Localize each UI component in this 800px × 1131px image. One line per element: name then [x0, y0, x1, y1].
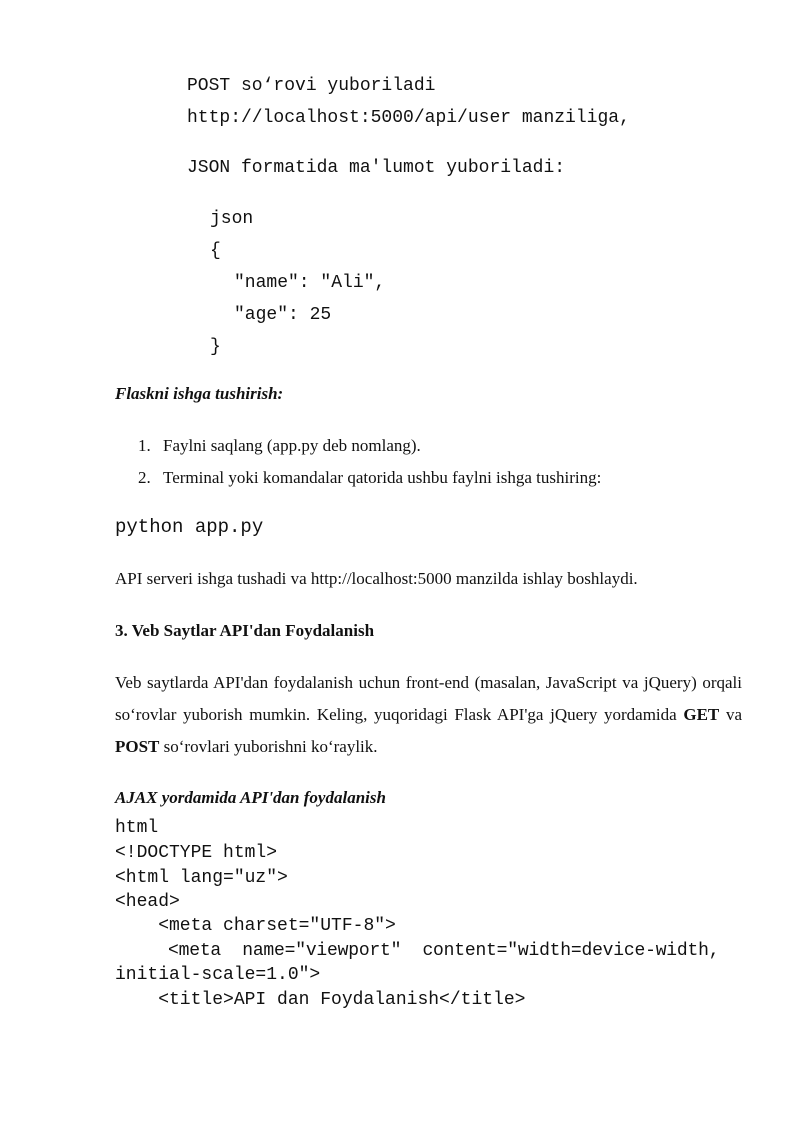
list-item-text: Faylni saqlang (app.py deb nomlang). [163, 436, 421, 455]
server-start-text: API serveri ishga tushadi va http://localhost:5000 manzilda ishlay boshlaydi. [115, 569, 638, 588]
list-item-text: Terminal yoki komandalar qatorida ushbu faylni ishga tushiring: [163, 468, 602, 487]
paragraph-text: va [719, 705, 743, 724]
code-line: <html lang="uz"> [115, 868, 288, 888]
code-line: <head> [115, 892, 180, 912]
code-line: initial-scale=1.0"> [115, 965, 321, 985]
code-line: html [115, 818, 159, 838]
paragraph-post-bold: POST [115, 737, 160, 756]
code-line-url: http://localhost:5000/api/user manziliga, [187, 108, 630, 128]
json-block-close-brace: } [210, 337, 221, 357]
ajax-heading: AJAX yordamida API'dan foydalanish [115, 788, 386, 807]
list-item-number: 1. [138, 436, 151, 455]
list-item-number: 2. [138, 468, 151, 487]
json-block-open-brace: { [210, 241, 221, 261]
run-command: python app.py [115, 516, 264, 538]
code-line: <title>API dan Foydalanish</title> [115, 990, 526, 1010]
code-line-post-request: POST so‘rovi yuboriladi [187, 76, 436, 96]
section-paragraph [115, 667, 742, 763]
paragraph-text: so‘rovlari yuborishni ko‘raylik. [159, 737, 378, 756]
json-block-age-line: "age": 25 [234, 305, 332, 325]
flask-run-heading: Flaskni ishga tushirish: [115, 384, 284, 403]
json-block-lang: json [210, 209, 254, 229]
section-heading: 3. Veb Saytlar API'dan Foydalanish [115, 621, 375, 640]
paragraph-text: Veb saytlarda API'dan foydalanish uchun front-end (masalan, JavaScript va jQuery) orqali so‘rovlar yuborish mumkin. Keling, yuqoridagi Flask API'ga jQuery yordamida [115, 673, 742, 724]
json-block-name-line: "name": "Ali", [234, 273, 386, 293]
code-line: <!DOCTYPE html> [115, 843, 278, 863]
code-line-json-format: JSON formatida ma'lumot yuboriladi: [187, 158, 566, 178]
code-line: <meta charset="UTF-8"> [115, 916, 396, 936]
paragraph-get-bold: GET [683, 705, 720, 724]
code-line: <meta name="viewport" content="width=device-width, [115, 941, 720, 961]
